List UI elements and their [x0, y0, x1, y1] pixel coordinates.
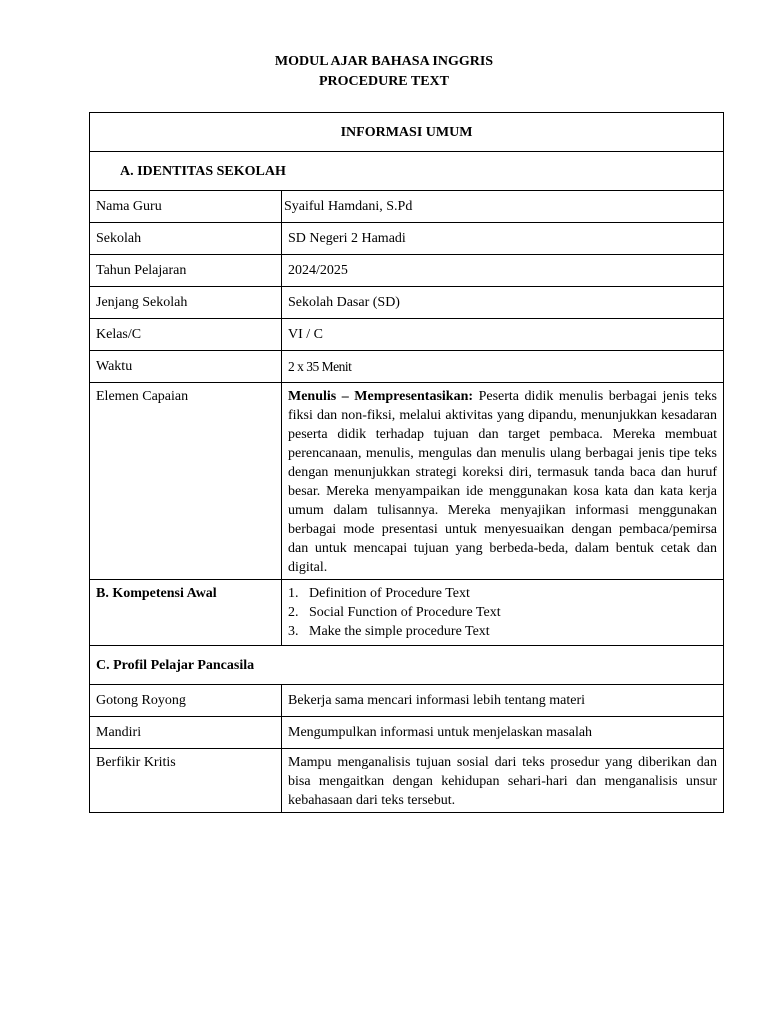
section-a-heading: A. IDENTITAS SEKOLAH [90, 152, 724, 191]
list-text: Make the simple procedure Text [309, 624, 490, 639]
list-item [288, 603, 717, 622]
section-c-heading: C. Profil Pelajar Pancasila [90, 646, 724, 685]
row-label-kelas: Kelas/C [90, 319, 282, 351]
table-row [90, 191, 724, 223]
elemen-bold-lead: Menulis – Mempresentasikan: [288, 389, 474, 404]
row-label-tahun-pelajaran: Tahun Pelajaran [90, 255, 282, 287]
table-row [90, 351, 724, 383]
table-row [90, 287, 724, 319]
table-row [90, 223, 724, 255]
kompetensi-list [288, 580, 717, 645]
table-row [90, 717, 724, 749]
document-title: MODUL AJAR BAHASA INGGRIS [274, 54, 494, 69]
list-number: 2. [288, 605, 299, 620]
list-item [288, 622, 717, 641]
table-row [90, 383, 724, 580]
row-value-sekolah: SD Negeri 2 Hamadi [282, 223, 724, 255]
list-item [288, 584, 717, 603]
table-row [90, 685, 724, 717]
document-subtitle: PROCEDURE TEXT [318, 74, 450, 89]
row-label-mandiri: Mandiri [90, 717, 282, 749]
kompetensi-list-cell [282, 580, 724, 646]
table-row [90, 580, 724, 646]
table-header: INFORMASI UMUM [90, 113, 724, 152]
row-label-gotong-royong: Gotong Royong [90, 685, 282, 717]
row-value-waktu: 2 x 35 Menit [282, 351, 724, 383]
row-value-jenjang-sekolah: Sekolah Dasar (SD) [282, 287, 724, 319]
info-table [89, 112, 724, 813]
row-value-mandiri: Mengumpulkan informasi untuk menjelaskan masalah [282, 717, 724, 749]
row-label-sekolah: Sekolah [90, 223, 282, 255]
row-label-jenjang-sekolah: Jenjang Sekolah [90, 287, 282, 319]
elemen-text: Peserta didik menulis berbagai jenis teks fiksi dan non-fiksi, melalui aktivitas yang dipandu, menunjukkan kesadaran peserta didik terhadap tujuan dan target pembaca. Mereka membuat perencanaan, menulis, mengulas dan menulis ulang berbagai jenis tipe teks dengan menunjukkan strategi koreksi diri, termasuk tanda baca dan huruf besar. Mereka menyampaikan ide menggunakan kosa kata dan kata kerja umum dalam tulisannya. Mereka menyajikan informasi menggunakan berbagai mode presentasi untuk menyesuaikan dengan pembaca/pemirsa dan untuk mencapai tujuan yang berbeda-beda, dalam bentuk cetak dan digital. [288, 389, 718, 575]
row-value-kelas: VI / C [282, 319, 724, 351]
row-label-nama-guru: Nama Guru [90, 191, 282, 223]
row-value-gotong-royong: Bekerja sama mencari informasi lebih tentang materi [282, 685, 724, 717]
row-value-berfikir-kritis: Mampu menganalisis tujuan sosial dari teks prosedur yang diberikan dan bisa mengaitkan dengan kehidupan sehari-hari dan menganalisis unsur kebahasaan dari teks tersebut. [282, 749, 724, 813]
list-number: 3. [288, 624, 299, 639]
row-label-berfikir-kritis: Berfikir Kritis [90, 749, 282, 813]
section-b-heading: B. Kompetensi Awal [90, 580, 282, 646]
table-row [90, 749, 724, 813]
row-label-elemen-capaian: Elemen Capaian [90, 383, 282, 580]
row-label-waktu: Waktu [90, 351, 282, 383]
row-value-tahun-pelajaran: 2024/2025 [282, 255, 724, 287]
row-value-elemen-capaian [282, 383, 724, 580]
list-text: Definition of Procedure Text [309, 586, 470, 601]
table-row [90, 319, 724, 351]
row-value-nama-guru: Syaiful Hamdani, S.Pd [282, 191, 724, 223]
list-number: 1. [288, 586, 299, 601]
list-text: Social Function of Procedure Text [309, 605, 501, 620]
table-row [90, 255, 724, 287]
